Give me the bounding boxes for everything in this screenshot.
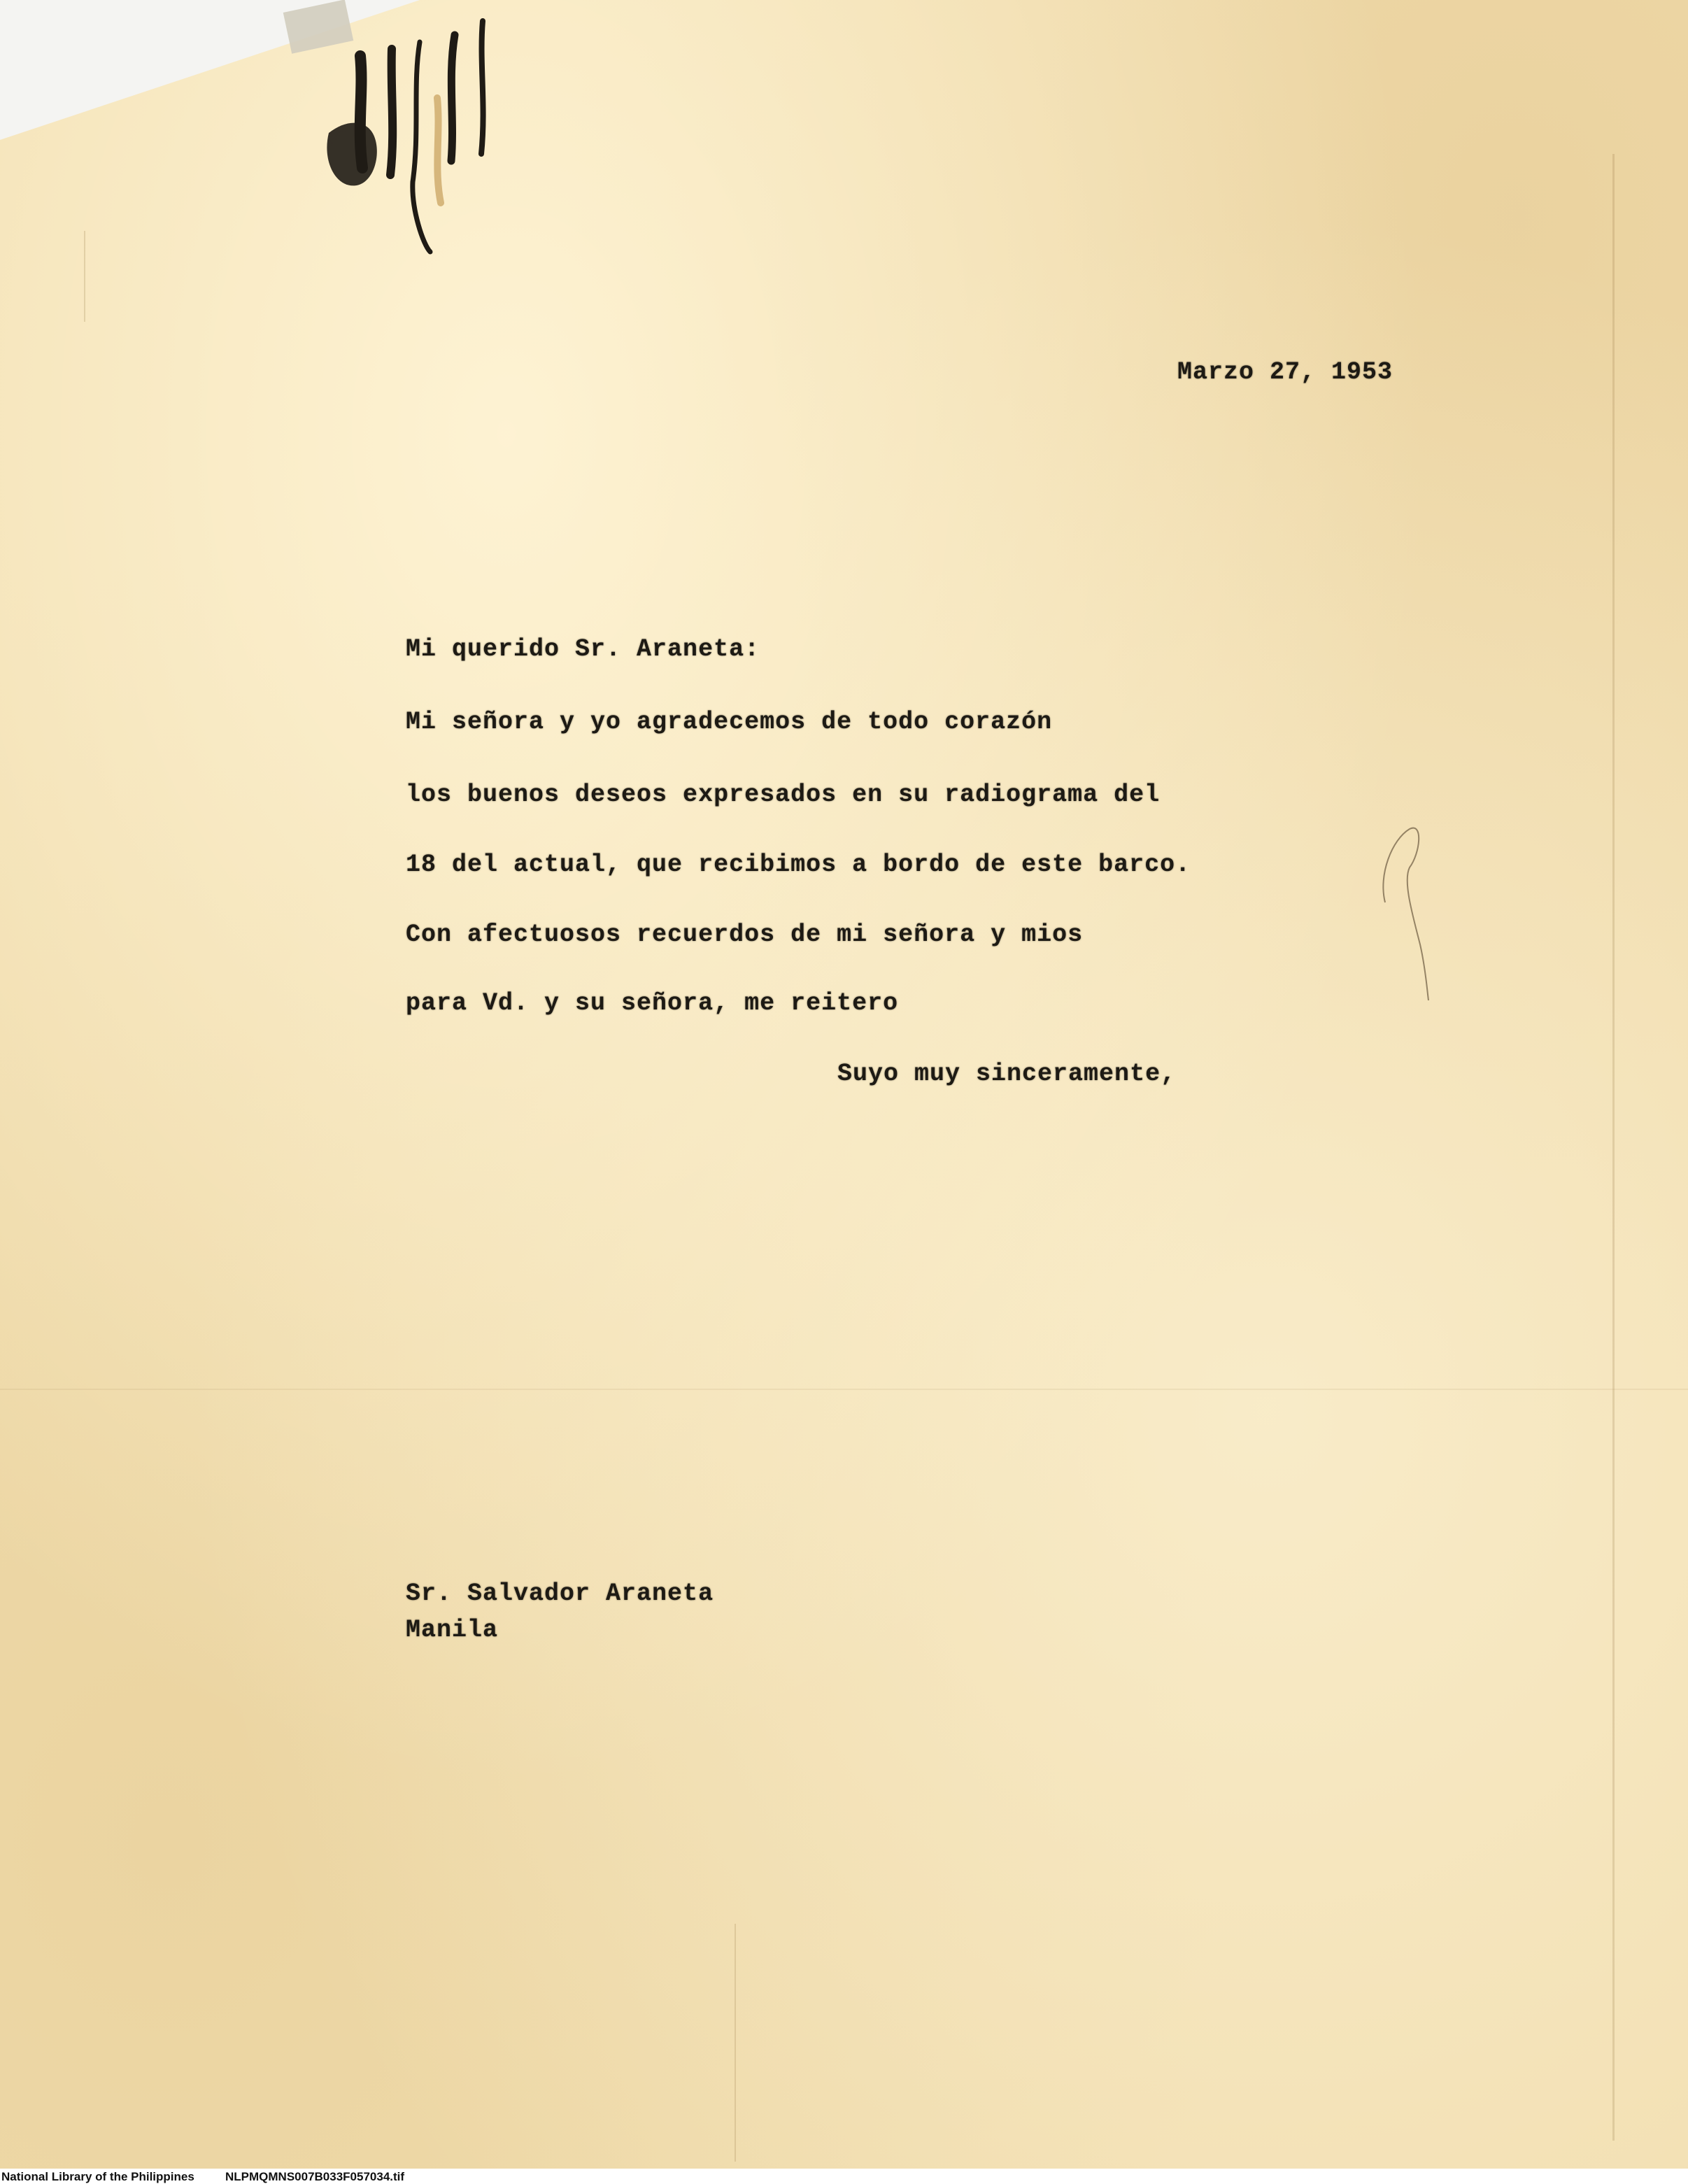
footer-filename: NLPMQMNS007B033F057034.tif [225,2170,405,2183]
paper-crease [84,231,85,322]
paper-fold [0,1389,1688,1390]
letter-salutation: Mi querido Sr. Araneta: [406,635,760,663]
letter-closing: Suyo muy sinceramente, [837,1060,1177,1088]
pencil-scribble [1371,797,1434,1007]
footer-library-name: National Library of the Philippines [1,2170,194,2183]
addressee-name: Sr. Salvador Araneta [406,1580,714,1608]
handwritten-ink-mark [308,14,511,266]
letter-body-line: para Vd. y su señora, me reitero [406,989,899,1017]
letter-body-line: Mi señora y yo agradecemos de todo corazón [406,708,1053,736]
paper-crease [735,1924,736,2162]
addressee-city: Manila [406,1616,499,1644]
letter-body-line: los buenos deseos expresados en su radiograma del [406,781,1161,809]
letter-body-line: 18 del actual, que recibimos a bordo de este barco. [406,851,1191,879]
letter-body-line: Con afectuosos recuerdos de mi señora y mios [406,921,1084,949]
paper-crease [1612,154,1615,2141]
letter-date: Marzo 27, 1953 [1177,358,1393,386]
